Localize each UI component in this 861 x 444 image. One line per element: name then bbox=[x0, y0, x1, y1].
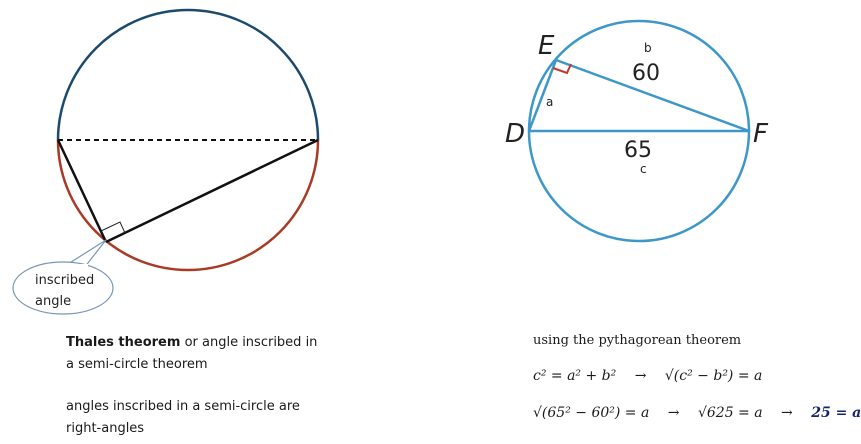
callout-line2: angle bbox=[35, 294, 72, 309]
upper-semicircle bbox=[58, 10, 318, 140]
equation-row-1 bbox=[533, 368, 762, 384]
side-b-label: b bbox=[644, 41, 652, 55]
heading-rest: or angle inscribed in bbox=[180, 335, 318, 350]
thales-heading bbox=[66, 332, 317, 376]
pythagoras-figure bbox=[505, 21, 769, 241]
side-a-label: a bbox=[546, 95, 554, 109]
eq2-b: √625 = a bbox=[697, 405, 763, 421]
eq2-a: √(65² − 60²) = a bbox=[533, 405, 650, 421]
note-line1: angles inscribed in a semi-circle are bbox=[66, 399, 300, 414]
equation-row-2 bbox=[533, 405, 861, 421]
chord-left bbox=[58, 140, 106, 242]
callout-line1: inscribed bbox=[35, 273, 95, 288]
note-line2: right-angles bbox=[66, 421, 145, 436]
side-c-label: c bbox=[640, 162, 647, 176]
arrow-icon: → bbox=[667, 405, 680, 421]
answer: 25 = a bbox=[811, 405, 861, 421]
arrow-icon: → bbox=[634, 368, 647, 384]
right-angle-marker bbox=[101, 222, 125, 233]
length-df: 65 bbox=[624, 138, 652, 163]
arrow-icon: → bbox=[781, 405, 793, 421]
length-ef: 60 bbox=[632, 61, 660, 86]
heading-line2: a semi-circle theorem bbox=[66, 357, 208, 372]
heading-bold: Thales theorem bbox=[66, 335, 181, 350]
point-d-label: D bbox=[505, 119, 526, 149]
pythagoras-intro: using the pythagorean theorem bbox=[533, 333, 742, 348]
thales-note bbox=[66, 396, 300, 440]
eq1-lhs: c² = a² + b² bbox=[533, 368, 617, 384]
point-f-label: F bbox=[753, 119, 768, 149]
eq1-rhs: √(c² − b²) = a bbox=[664, 368, 763, 384]
thales-figure bbox=[13, 10, 318, 314]
point-e-label: E bbox=[538, 31, 555, 61]
